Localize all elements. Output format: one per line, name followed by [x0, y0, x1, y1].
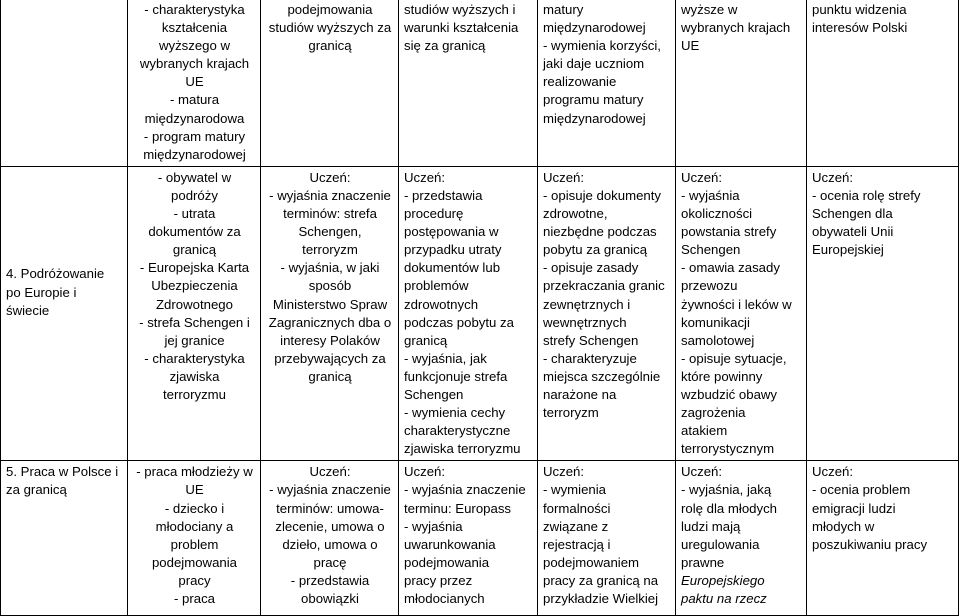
- requirement-cell: Uczeń: - wyjaśnia znaczenie terminu: Europass - wyjaśnia uwarunkowania podejmowania pracy przez młodocianych: [399, 461, 538, 616]
- content-cell: - charakterystyka kształcenia wyższego w wybranych krajach UE - matura międzynarodowa - program matury międzynarodowej: [128, 0, 261, 166]
- requirement-cell: Uczeń: - wyjaśnia, jaką rolę dla młodych ludzi mają uregulowania prawne Europejskiego paktu na rzecz: [676, 461, 807, 616]
- topic-cell: [1, 0, 128, 166]
- requirement-cell: Uczeń: - wyjaśnia znaczenie terminów: umowa- zlecenie, umowa o dzieło, umowa o pracę - przedstawia obowiązki: [261, 461, 399, 616]
- table-row-work: [1, 461, 959, 616]
- requirement-cell: Uczeń: - przedstawia procedurę postępowania w przypadku utraty dokumentów lub problemów zdrowotnych podczas pobytu za granicą - wyjaśnia, jak funkcjonuje strefa Schengen - wymienia cechy charakterystyczne zjawiska terroryzmu: [399, 166, 538, 461]
- table-row-continued: [1, 0, 959, 166]
- requirement-cell: Uczeń: - ocenia rolę strefy Schengen dla obywateli Unii Europejskiej: [807, 166, 959, 461]
- content-cell: - obywatel w podróży - utrata dokumentów za granicą - Europejska Karta Ubezpieczenia Zdrowotnego - strefa Schengen i jej granice - charakterystyka zjawiska terroryzmu: [128, 166, 261, 461]
- requirement-cell: wyższe w wybranych krajach UE: [676, 0, 807, 166]
- requirement-cell: Uczeń: - wyjaśnia znaczenie terminów: strefa Schengen, terroryzm - wyjaśnia, w jaki sposób Ministerstwo Spraw Zagranicznych dba o interesy Polaków przebywających za granicą: [261, 166, 399, 461]
- requirement-cell: Uczeń: - wymienia formalności związane z rejestracją i podejmowaniem pracy za granicą na przykładzie Wielkiej: [538, 461, 676, 616]
- topic-cell: 4. Podróżowanie po Europie i świecie: [1, 166, 128, 461]
- requirement-cell: Uczeń: - wyjaśnia okoliczności powstania strefy Schengen - omawia zasady przewozu żywności i leków w komunikacji samolotowej - opisuje sytuacje, które powinny wzbudzić obawy zagrożenia atakiem terrorystycznym: [676, 166, 807, 461]
- requirement-cell: studiów wyższych i warunki kształcenia się za granicą: [399, 0, 538, 166]
- requirement-cell: matury międzynarodowej - wymienia korzyści, jaki daje uczniom realizowanie programu matury międzynarodowej: [538, 0, 676, 166]
- topic-cell: 5. Praca w Polsce i za granicą: [1, 461, 128, 616]
- requirement-cell: punktu widzenia interesów Polski: [807, 0, 959, 166]
- table-row-travel: [1, 166, 959, 461]
- italic-term: Europejskiego paktu na rzecz: [681, 572, 767, 606]
- content-cell: - praca młodzieży w UE - dziecko i młodociany a problem podejmowania pracy - praca: [128, 461, 261, 616]
- requirement-cell: Uczeń: - ocenia problem emigracji ludzi młodych w poszukiwaniu pracy: [807, 461, 959, 616]
- requirement-cell: Uczeń: - opisuje dokumenty zdrowotne, niezbędne podczas pobytu za granicą - opisuje zasady przekraczania granic zewnętrznych i wewnętrznych strefy Schengen - charakteryzuje miejsca szczególnie narażone na terroryzm: [538, 166, 676, 461]
- requirement-cell: podejmowania studiów wyższych za granicą: [261, 0, 399, 166]
